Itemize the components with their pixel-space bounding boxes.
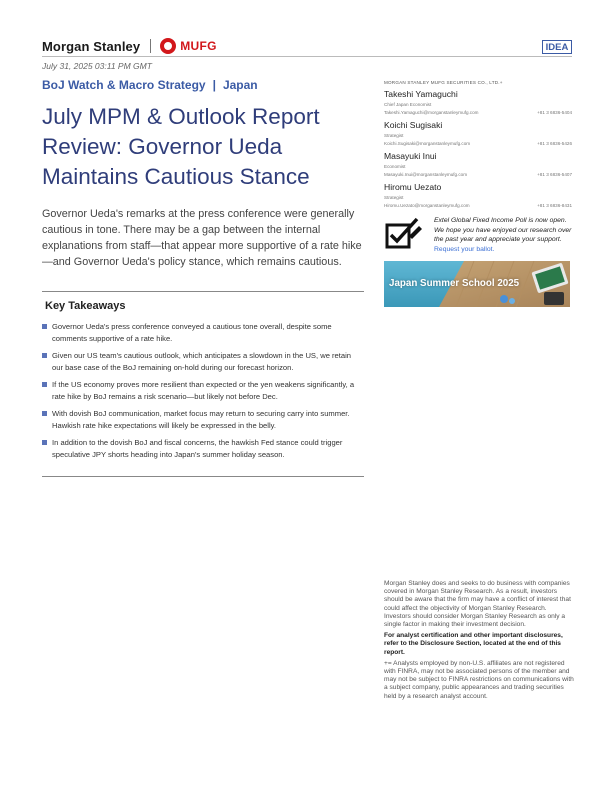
takeaway-text: Governor Ueda's press conference conveyed a cautious tone overall, despite some comments supportive of a rate hike. xyxy=(52,322,332,343)
key-takeaways-box xyxy=(42,291,364,477)
summer-school-banner[interactable] xyxy=(384,261,570,307)
takeaway-item xyxy=(42,379,364,403)
takeaway-text: With dovish BoJ communication, market focus may return to securing carry into summer. Hawkish rate hike expectations will likely be expressed in the belly. xyxy=(52,409,350,430)
logo-divider xyxy=(150,39,151,53)
series-name-link[interactable]: BoJ Watch & Macro Strategy xyxy=(42,78,206,92)
disclaimer-finra: += Analysts employed by non-U.S. affiliates are not registered with FINRA, may not be associated persons of the member and may not be subject to FINRA restrictions on communications with a subject company, public appearances and trading securities held by a research analyst account. xyxy=(384,659,574,700)
analyst-phone: +81 3 6836-5426 xyxy=(537,141,572,146)
analyst-phone: +81 3 6836-5407 xyxy=(537,172,572,177)
analyst-firm: MORGAN STANLEY MUFG SECURITIES CO., LTD.+ xyxy=(384,80,503,85)
analyst-name: Hiromu Uezato xyxy=(384,182,442,192)
region-name-link[interactable]: Japan xyxy=(222,78,258,92)
analyst-role: Economist xyxy=(384,164,406,169)
square-bullet-icon xyxy=(42,353,47,358)
extel-poll xyxy=(384,216,574,254)
analyst-email-link[interactable]: Takeshi.Yamaguchi@morganstanleymufg.com xyxy=(384,110,479,115)
page-title: July MPM & Outlook Report Review: Governor Ueda Maintains Cautious Stance xyxy=(42,104,320,189)
takeaway-item xyxy=(42,437,364,461)
takeaway-text: Given our US team's cautious outlook, which anticipates a slowdown in the US, we retain our base case of the BoJ remaining on-hold during our forecast horizon. xyxy=(52,351,352,372)
analyst-panel xyxy=(384,80,572,213)
takeaway-item xyxy=(42,321,364,345)
header-rule xyxy=(42,56,572,57)
analyst-name: Takeshi Yamaguchi xyxy=(384,89,458,99)
takeaway-item xyxy=(42,350,364,374)
takeaway-text: If the US economy proves more resilient than expected or the yen weakens significantly, a rate hike by BoJ remains a risk scenario—but likely not before Dec. xyxy=(52,380,355,401)
takeaway-item xyxy=(42,408,364,432)
banner-title: Japan Summer School 2025 xyxy=(389,278,520,289)
poll-message: Extel Global Fixed Income Poll is now open. We hope you have enjoyed our research over the past year and appreciate your support. xyxy=(434,217,572,243)
analyst-role: Strategist xyxy=(384,195,404,200)
analyst-role: Chief Japan Economist xyxy=(384,102,432,107)
disclaimer xyxy=(384,580,574,704)
analyst-email-link[interactable]: Hiromu.Uezato@morganstanleymufg.com xyxy=(384,203,470,208)
square-bullet-icon xyxy=(42,382,47,387)
disclaimer-certification: For analyst certification and other important disclosures, refer to the Disclosure Section, located at the end of this report. xyxy=(384,632,563,656)
report-series xyxy=(42,78,258,92)
analyst-card xyxy=(384,151,572,178)
analyst-email-link[interactable]: Koichi.Sugisaki@morganstanleymufg.com xyxy=(384,141,471,146)
square-bullet-icon xyxy=(42,440,47,445)
analyst-phone: +81 3 6836-5404 xyxy=(537,110,572,115)
idea-badge: IDEA xyxy=(542,40,572,54)
analyst-role: Strategist xyxy=(384,133,404,138)
takeaway-text: In addition to the dovish BoJ and fiscal concerns, the hawkish Fed stance could trigger speculative JPY shorts heading into Japan's summer holiday season. xyxy=(52,438,343,459)
analyst-phone: +81 3 6836-8431 xyxy=(537,203,572,208)
morgan-stanley-logo: Morgan Stanley xyxy=(42,38,141,54)
analyst-card xyxy=(384,89,572,116)
header-logos xyxy=(42,36,217,56)
analyst-name: Masayuki Inui xyxy=(384,151,437,161)
ballot-checkbox-icon xyxy=(384,216,424,252)
analyst-card xyxy=(384,120,572,147)
analyst-email-link[interactable]: Masayuki.Inui@morganstanleymufg.com xyxy=(384,172,468,177)
mufg-logo-text: MUFG xyxy=(180,39,217,53)
report-date: July 31, 2025 03:11 PM GMT xyxy=(42,61,152,71)
mufg-logo-icon xyxy=(160,38,176,54)
request-ballot-link[interactable]: Request your ballot. xyxy=(434,245,495,253)
key-takeaways-heading: Key Takeaways xyxy=(45,300,126,312)
square-bullet-icon xyxy=(42,411,47,416)
analyst-name: Koichi Sugisaki xyxy=(384,120,443,130)
series-separator: | xyxy=(212,78,216,92)
analyst-card xyxy=(384,182,572,209)
square-bullet-icon xyxy=(42,324,47,329)
disclaimer-conflict: Morgan Stanley does and seeks to do business with companies covered in Morgan Stanley Research. As a result, investors should be aware that the firm may have a conflict of interest that could affect the objectivity of Morgan Stanley Research. Investors should consider Morgan Stanley Research as only a single factor in making their investment decision. xyxy=(384,580,571,629)
report-summary: Governor Ueda's remarks at the press conference were generally cautious in tone. There may be a gap between the internal explanations from staff—that appear more supportive of a rate hike—and Governor Ueda's policy stance, which remains cautious. xyxy=(42,208,362,268)
